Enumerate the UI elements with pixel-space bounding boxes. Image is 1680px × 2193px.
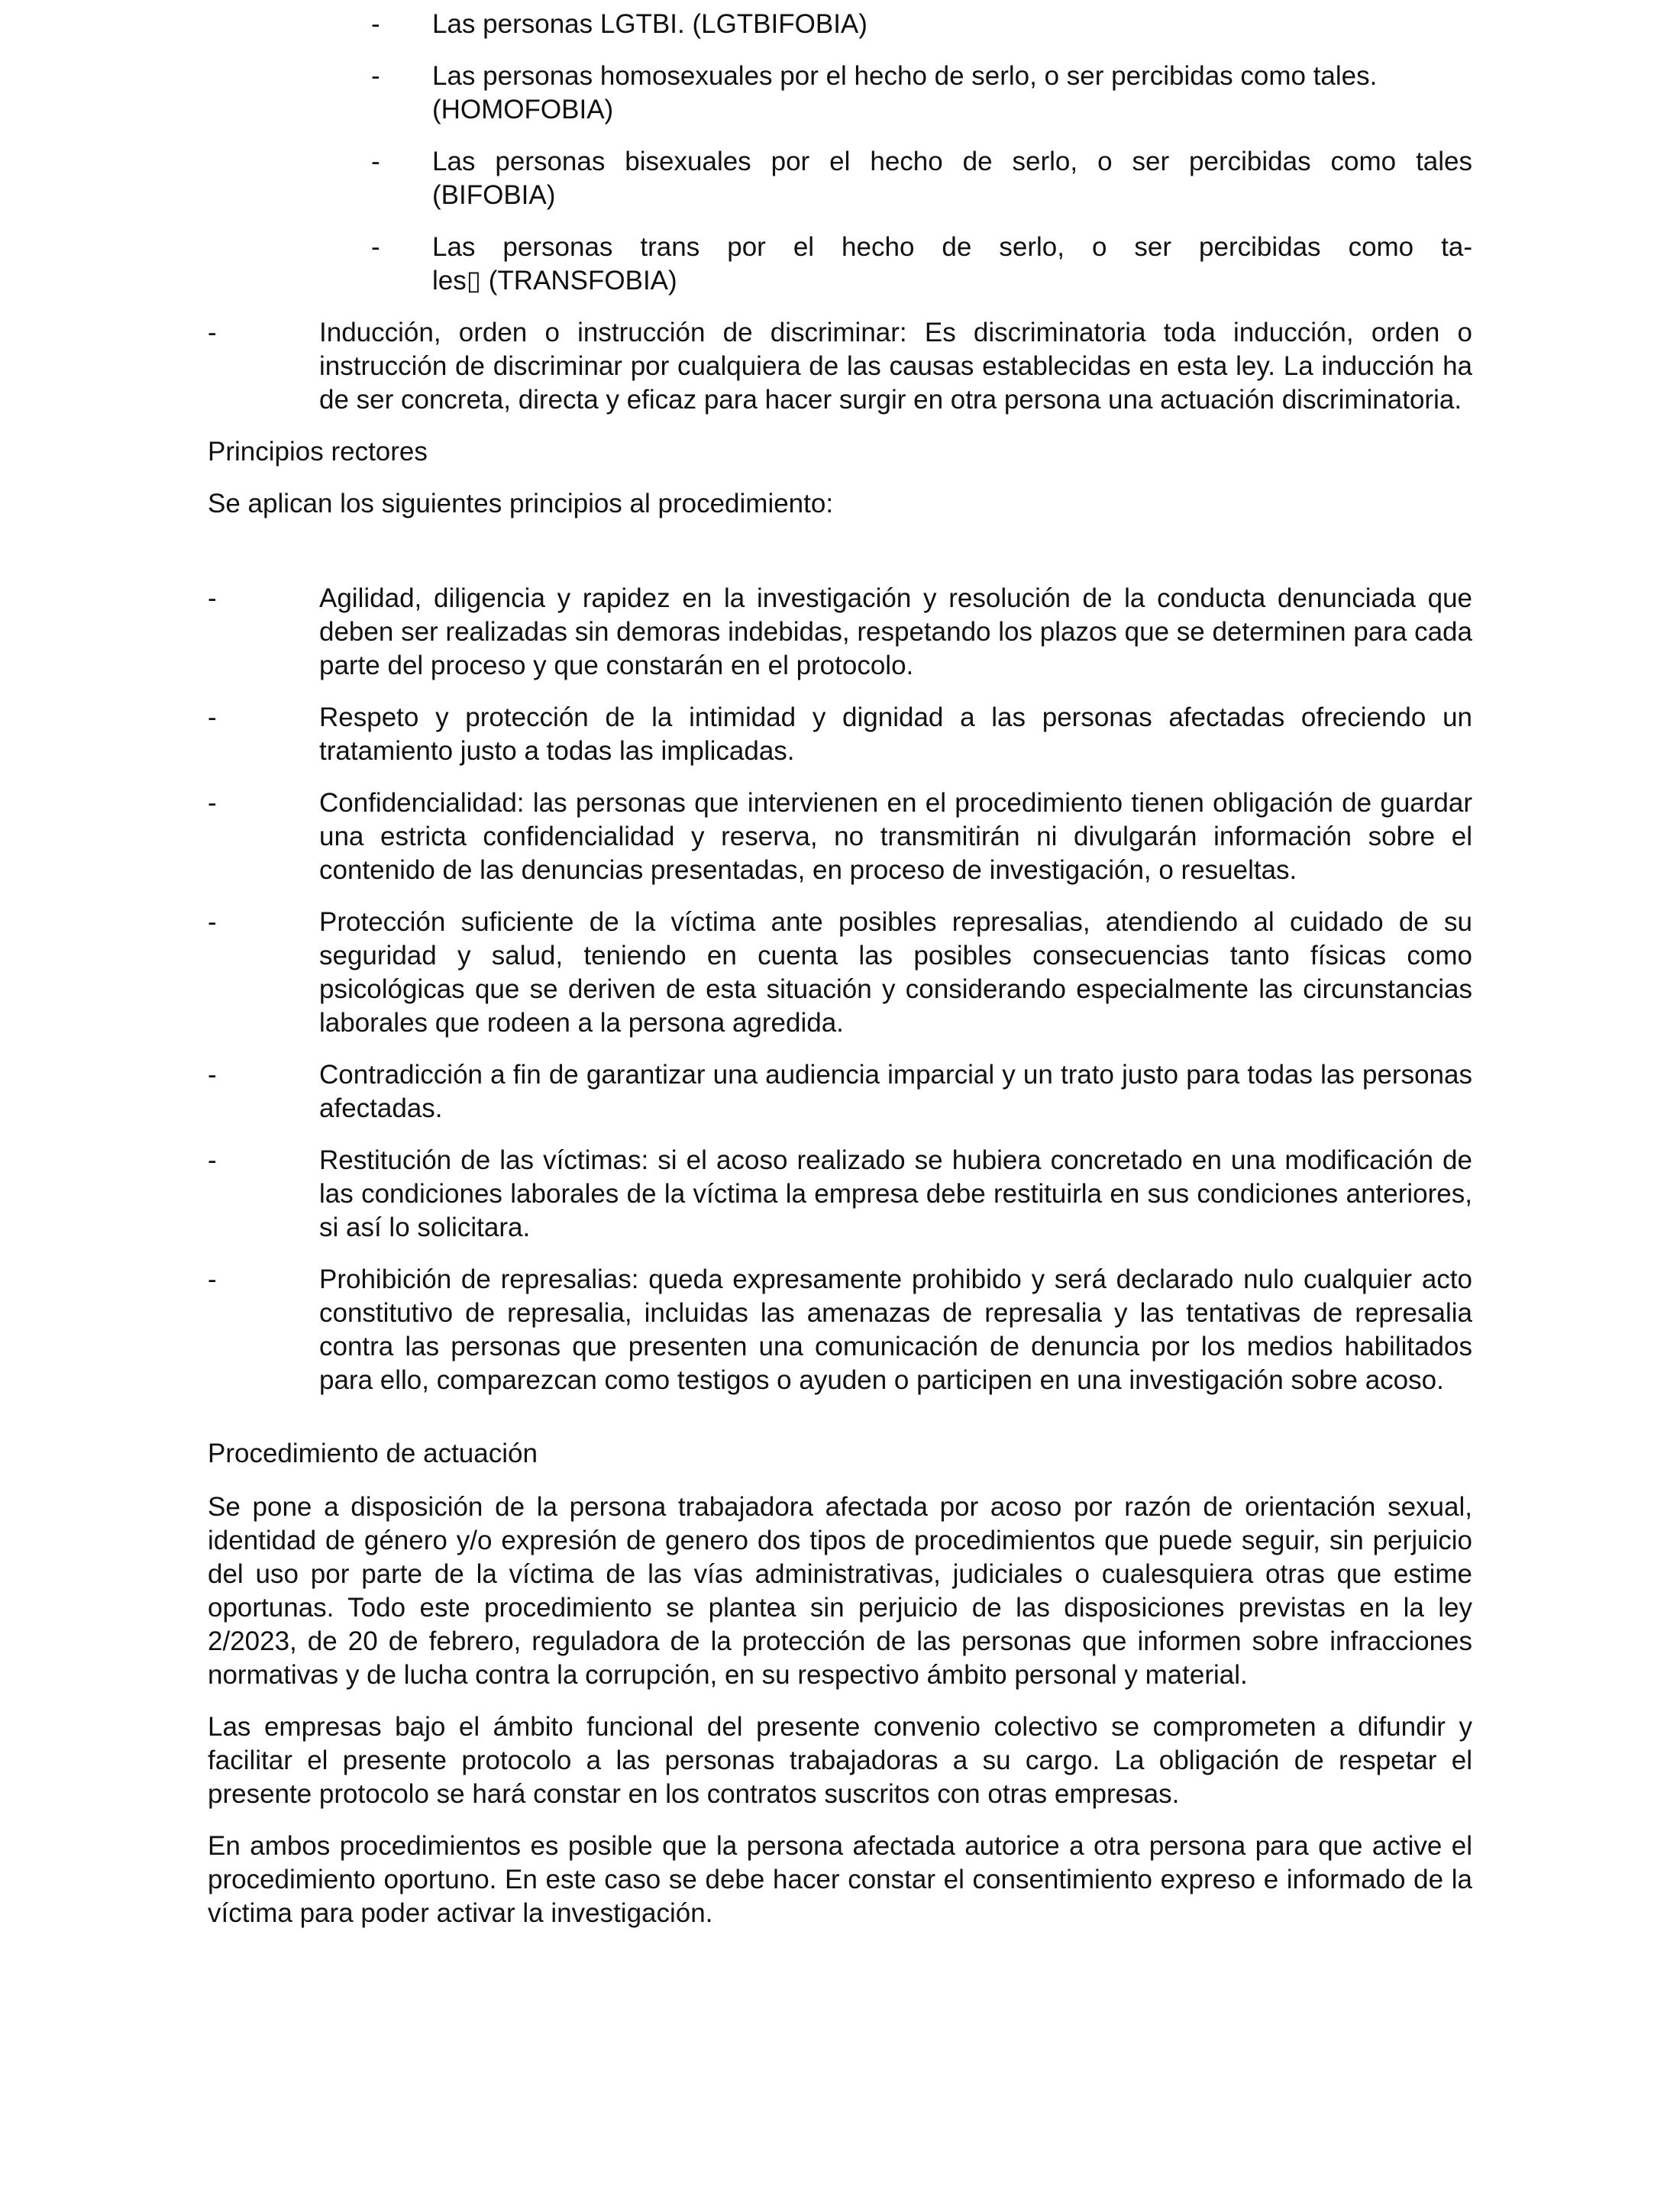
dash-marker: - xyxy=(208,1264,217,1294)
dash-marker: - xyxy=(208,702,217,732)
list-item xyxy=(208,786,1472,887)
list-item-text: Respeto y protección de la intimidad y dignidad a las personas afectadas ofreciendo un tratamiento justo a todas las implicadas. xyxy=(319,702,1472,766)
list-item-text: Contradicción a fin de garantizar una audiencia imparcial y un trato justo para todas las personas afectadas. xyxy=(319,1060,1472,1123)
list-item-text: Las personas trans por el hecho de serlo, o ser percibidas como ta- xyxy=(432,232,1472,262)
list-item-text: Las personas homosexuales por el hecho de serlo, o ser percibidas como tales. xyxy=(432,61,1378,91)
paragraph: Se aplican los siguientes principios al procedimiento: xyxy=(208,489,834,518)
dash-marker: - xyxy=(208,318,217,347)
dash-marker: - xyxy=(371,232,380,262)
dash-marker: - xyxy=(208,907,217,937)
paragraph: En ambos procedimientos es posible que la persona afectada autorice a otra persona para que active el procedimiento oportuno. En este caso se debe hacer constar el consentimiento expreso e informado de la víctima para poder activar la investigación. xyxy=(208,1831,1472,1928)
list-item-text: les▯ (TRANSFOBIA) xyxy=(432,266,677,296)
list-item xyxy=(208,316,1472,417)
list-item-text: Protección suficiente de la víctima ante posibles represalias, atendiendo al cuidado de su seguridad y salud, teniendo en cuenta las posibles consecuencias tanto físicas como psicológicas que se deriven de esta situación y considerando especialmente las circunstancias laborales que rodeen a la persona agredida. xyxy=(319,907,1472,1038)
list-item-text: Las personas bisexuales por el hecho de serlo, o ser percibidas como tales xyxy=(432,147,1472,176)
list-item-text: Confidencialidad: las personas que intervienen en el procedimiento tienen obligación de guardar una estricta confidencialidad y reserva, no transmitirán ni divulgarán información sobre el contenido de las denuncias presentadas, en proceso de investigación, o resueltas. xyxy=(319,788,1472,885)
list-item xyxy=(371,8,1472,60)
list-item-text: Inducción, orden o instrucción de discriminar: Es discriminatoria toda inducción, orden o instrucción de discriminar por cualquiera de las causas establecidas en esta ley. La inducción ha de ser concreta, directa y eficaz para hacer surgir en otra persona una actuación discriminatoria. xyxy=(319,318,1472,415)
dash-marker: - xyxy=(371,147,380,176)
list-item-text: (BIFOBIA) xyxy=(432,180,556,210)
dash-marker: - xyxy=(208,788,217,818)
paragraph: Las empresas bajo el ámbito funcional del presente convenio colectivo se comprometen a difundir y facilitar el presente protocolo a las personas trabajadoras a su cargo. La obligación de respetar el presente protocolo se hará constar en los contratos suscritos con otras empresas. xyxy=(208,1712,1472,1809)
dash-marker: - xyxy=(371,9,380,39)
dash-marker: - xyxy=(208,1060,217,1090)
list-item xyxy=(208,701,1472,768)
list-item xyxy=(208,1263,1472,1397)
dash-marker: - xyxy=(371,61,380,91)
list-item xyxy=(208,582,1472,683)
list-item-text: Agilidad, diligencia y rapidez en la investigación y resolución de la conducta denunciada que deben ser realizadas sin demoras indebidas, respetando los plazos que se determinen para cada parte del proceso y que constarán en el protocolo. xyxy=(319,583,1472,680)
list-item xyxy=(208,1144,1472,1245)
dash-marker: - xyxy=(208,1145,217,1175)
principles-list xyxy=(208,582,1472,1397)
document-page xyxy=(208,8,1472,1930)
section-heading: Procedimiento de actuación xyxy=(208,1439,538,1468)
paragraph: Se pone a disposición de la persona trabajadora afectada por acoso por razón de orientación sexual, identidad de género y/o expresión de genero dos tipos de procedimientos que puede seguir, sin perjuicio del uso por parte de la víctima de las vías administrativas, judiciales o cualesquiera otras que estime oportunas. Todo este procedimiento se plantea sin perjuicio de las disposiciones previstas en la ley 2/2023, de 20 de febrero, reguladora de la protección de las personas que informen sobre infracciones normativas y de lucha contra la corrupción, en su respectivo ámbito personal y material. xyxy=(208,1492,1472,1690)
list-item-text: Las personas LGTBI. (LGTBIFOBIA) xyxy=(432,9,867,39)
list-item xyxy=(371,231,1472,316)
dash-marker: - xyxy=(208,583,217,613)
list-item-text: Restitución de las víctimas: si el acoso realizado se hubiera concretado en una modificación de las condiciones laborales de la víctima la empresa debe restituirla en sus condiciones anteriores, si así lo solicitara. xyxy=(319,1145,1472,1242)
list-item xyxy=(208,906,1472,1040)
list-item xyxy=(371,60,1472,145)
section-heading: Principios rectores xyxy=(208,437,428,467)
list-item xyxy=(208,1058,1472,1126)
list-item-text: (HOMOFOBIA) xyxy=(432,95,614,124)
list-item xyxy=(371,145,1472,231)
list-item-text: Prohibición de represalias: queda expresamente prohibido y será declarado nulo cualquier acto constitutivo de represalia, incluidas las amenazas de represalia y las tentativas de represalia contra las personas que presenten una comunicación de denuncia por los medios habilitados para ello, comparezcan como testigos o ayuden o participen en una investigación sobre acoso. xyxy=(319,1264,1472,1395)
